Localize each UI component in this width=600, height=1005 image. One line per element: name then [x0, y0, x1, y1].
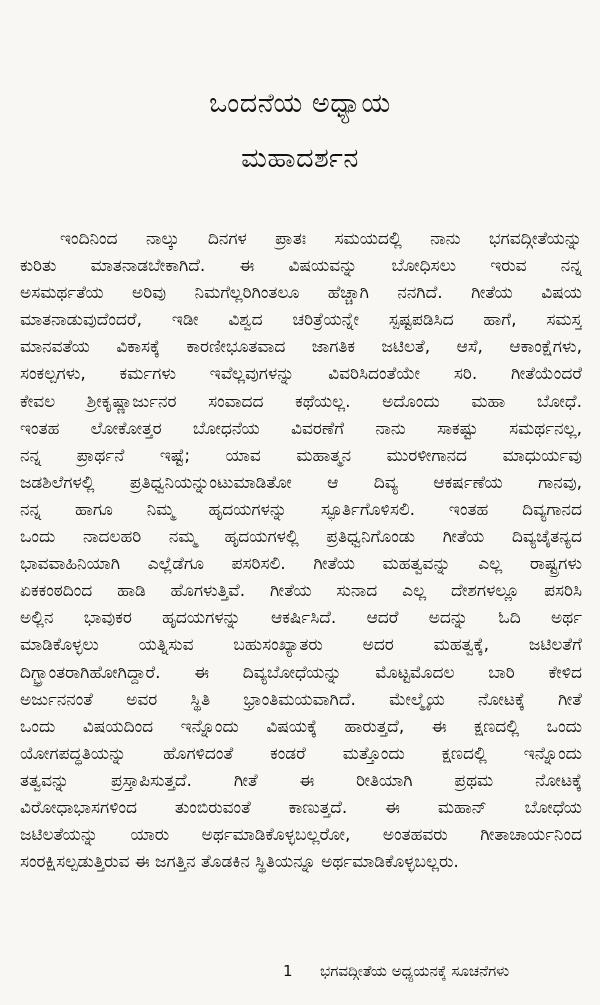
text-line: ವಿರೋಧಾಭಾಸಗಳಿಂದ ತುಂಬಿರುವಂತೆ ಕಾಣುತ್ತದೆ. ಈ ಮಹಾನ್ ಬೋಧೆಯ — [20, 797, 582, 818]
text-line: ಸಂರಕ್ಷಿಸಲ್ಪಡುತ್ತಿರುವ ಈ ಜಗತ್ತಿನ ತೊಡಕಿನ ಸ್ಥಿತಿಯನ್ನೂ ಅರ್ಥಮಾಡಿಕೊಳ್ಳಬಲ್ಲರು. — [20, 852, 459, 873]
text-line: ತತ್ವವನ್ನು ಪ್ರಸ್ತಾಪಿಸುತ್ತದೆ. ಗೀತೆ ಈ ರೀತಿಯಾಗಿ ಪ್ರಥಮ ನೋಟಕ್ಕೆ — [20, 770, 582, 791]
text-line: ಅರ್ಜುನನಂತೆ ಅವರ ಸ್ಥಿತಿ ಭ್ರಾಂತಿಮಯವಾಗಿದೆ. ಮೇಲ್ಮೈಯ ನೋಟಕ್ಕೆ ಗೀತೆ — [20, 689, 582, 710]
text-line: ನನ್ನ ಹಾಗೂ ನಿಮ್ಮ ಹೃದಯಗಳನ್ನು ಸ್ಫೂರ್ತಿಗೊಳಿಸಲಿ. ಇಂತಹ ದಿವ್ಯಗಾನದ — [20, 499, 582, 520]
chapter-subtitle: ಮಹಾದರ್ಶನ — [241, 143, 359, 174]
body-paragraph — [20, 226, 582, 876]
text-line: ಕುರಿತು ಮಾತನಾಡಬೇಕಾಗಿದೆ. ಈ ವಿಷಯವನ್ನು ಬೋಧಿಸಲು ಇರುವ ನನ್ನ — [20, 256, 582, 277]
text-line: ಜಡಶಿಲೆಗಳಲ್ಲಿ ಪ್ರತಿಧ್ವನಿಯನ್ನುಂಟುಮಾಡಿತೋ ಆ ದಿವ್ಯ ಆಕರ್ಷಣೆಯ ಗಾನವು, — [20, 472, 582, 493]
text-line: ಅಸಮರ್ಥತೆಯ ಅರಿವು ನಿಮಗೆಲ್ಲರಿಗಿಂತಲೂ ಹೆಚ್ಚಾಗಿ ನನಗಿದೆ. ಗೀತೆಯ ವಿಷಯ — [20, 283, 582, 304]
running-title: ಭಗವದ್ಗೀತೆಯ ಅಧ್ಯಯನಕ್ಕೆ ಸೂಚನೆಗಳು — [320, 962, 510, 980]
text-line: ಮಾಡಿಕೊಳ್ಳಲು ಯತ್ನಿಸುವ ಬಹುಸಂಖ್ಯಾತರು ಅದರ ಮಹತ್ವಕ್ಕೆ, ಜಟಿಲತೆಗೆ — [20, 635, 582, 656]
text-line: ಯೋಗಪದ್ಧತಿಯನ್ನು ಹೊಗಳಿದಂತೆ ಕಂಡರೆ ಮತ್ತೊಂದು ಕ್ಷಣದಲ್ಲಿ ಇನ್ನೊಂದು — [20, 743, 582, 764]
text-line: ದಿಗ್ಭ್ರಾಂತರಾಗಿಹೋಗಿದ್ದಾರೆ. ಈ ದಿವ್ಯಬೋಧೆಯನ್ನು ಮೊಟ್ಟಮೊದಲ ಬಾರಿ ಕೇಳಿದ — [20, 662, 582, 683]
text-line: ಒಂದು ವಿಷಯದಿಂದ ಇನ್ನೊಂದು ವಿಷಯಕ್ಕೆ ಹಾರುತ್ತದೆ, ಈ ಕ್ಷಣದಲ್ಲಿ ಒಂದು — [20, 716, 582, 737]
text-line: ಒಂದು ನಾದಲಹರಿ ನಮ್ಮ ಹೃದಯಗಳಲ್ಲಿ ಪ್ರತಿಧ್ವನಿಗೊಂಡು ಗೀತೆಯ ದಿವ್ಯಚೈತನ್ಯದ — [20, 527, 582, 548]
text-line: ಏಕಕಂಠದಿಂದ ಹಾಡಿ ಹೊಗಳುತ್ತಿವೆ. ಗೀತೆಯ ಸುನಾದ ಎಲ್ಲ ದೇಶಗಳಲ್ಲೂ ಪಸರಿಸಿ — [20, 581, 582, 602]
page-number: 1 — [283, 962, 293, 980]
text-line: ಸಂಕಲ್ಪಗಳು, ಕರ್ಮಗಳು ಇವೆಲ್ಲವುಗಳನ್ನು ವಿವರಿಸಿದಂತೆಯೇ ಸರಿ. ಗೀತೆಯೆಂದರೆ — [20, 364, 582, 385]
text-line: ಜಟಿಲತೆಯನ್ನು ಯಾರು ಅರ್ಥಮಾಡಿಕೊಳ್ಳಬಲ್ಲರೋ, ಅಂತಹವರು ಗೀತಾಚಾರ್ಯನಿಂದ — [20, 825, 582, 846]
text-line: ಭಾವವಾಹಿನಿಯಾಗಿ ಎಲ್ಲೆಡೆಗೂ ಪಸರಿಸಲಿ. ಗೀತೆಯ ಮಹತ್ವವನ್ನು ಎಲ್ಲ ರಾಷ್ಟ್ರಗಳು — [20, 554, 582, 575]
text-line: ಮಾತನಾಡುವುದೆಂದರೆ, ಇಡೀ ವಿಶ್ವದ ಚರಿತ್ರೆಯನ್ನೇ ಸ್ಪಷ್ಟಪಡಿಸಿದ ಹಾಗೆ, ಸಮಸ್ತ — [20, 310, 582, 331]
text-line: ಮಾನವತೆಯ ವಿಕಾಸಕ್ಕೆ ಕಾರಣೀಭೂತವಾದ ಜಾಗತಿಕ ಜಟಿಲತೆ, ಆಸೆ, ಆಕಾಂಕ್ಷೆಗಳು, — [20, 337, 582, 358]
text-line: ಇಂತಹ ಲೋಕೋತ್ತರ ಬೋಧನೆಯ ವಿವರಣೆಗೆ ನಾನು ಸಾಕಷ್ಟು ಸಮರ್ಥನಲ್ಲ, — [20, 418, 582, 439]
text-line: ನನ್ನ ಪ್ರಾರ್ಥನೆ ಇಷ್ಟೆ; ಯಾವ ಮಹಾತ್ಮನ ಮುರಳೀಗಾನದ ಮಾಧುರ್ಯವು — [20, 445, 582, 466]
text-line: ಅಲ್ಲಿನ ಭಾವುಕರ ಹೃದಯಗಳನ್ನು ಆಕರ್ಷಿಸಿದೆ. ಆದರೆ ಅದನ್ನು ಓದಿ ಅರ್ಥ — [20, 608, 582, 629]
text-line: ಇಂದಿನಿಂದ ನಾಲ್ಕು ದಿನಗಳ ಪ್ರಾತಃ ಸಮಯದಲ್ಲಿ ನಾನು ಭಗವದ್ಗೀತೆಯನ್ನು — [60, 229, 582, 249]
text-line: ಕೇವಲ ಶ್ರೀಕೃಷ್ಣಾರ್ಜುನರ ಸಂವಾದದ ಕಥೆಯಲ್ಲ. ಅದೊಂದು ಮಹಾ ಬೋಧೆ. — [20, 391, 582, 412]
chapter-title: ಒಂದನೆಯ ಅಧ್ಯಾಯ — [209, 88, 391, 119]
